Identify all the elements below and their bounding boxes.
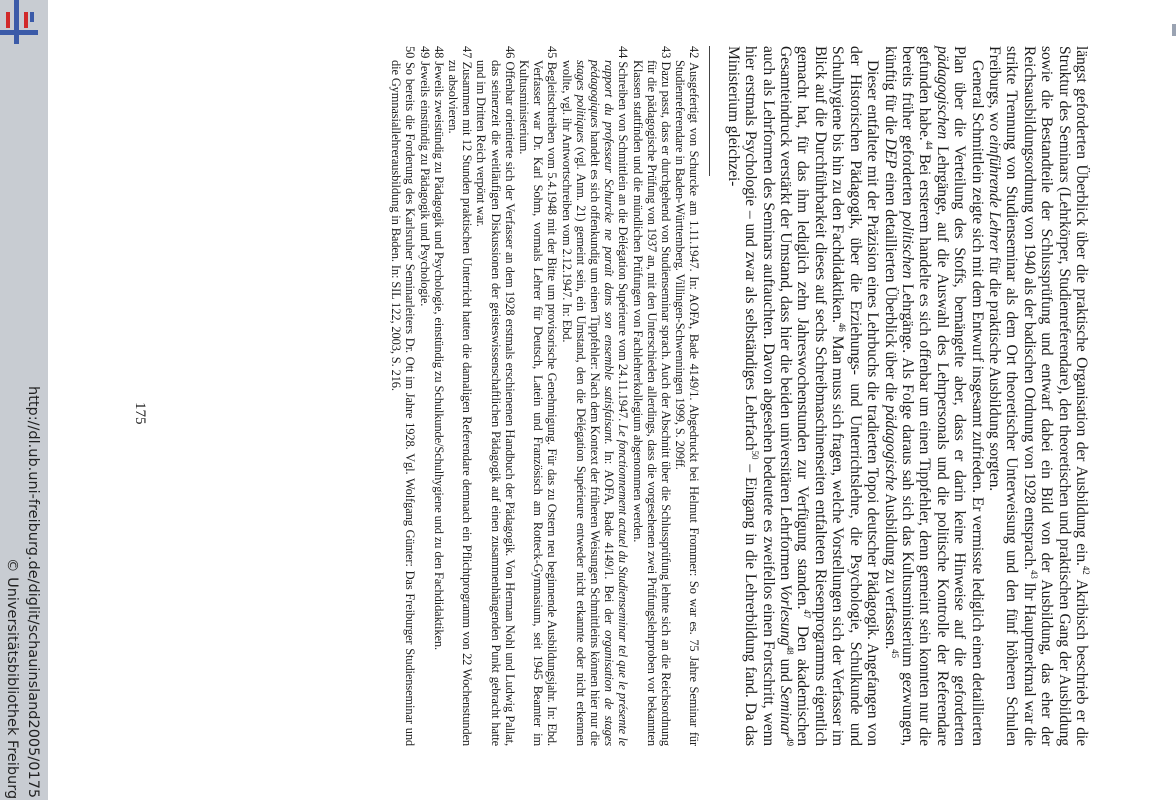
footnote-48: 48 Jeweils zweistündig zu Pädagogik und Psychologie, einstündig zu Schulkunde/Schulhygiene und zu den Fachdidaktiken. [431, 46, 446, 650]
footnote-42: 42 Ausgefertigt von Schurcke am 1.11.1947. In: AOFA, Bade 4149/1. Abgedruckt bei Helmut Frommer: So war es. 75 Jahre Seminar für Studienreferendare in Baden-Württemberg. Villingen-Schwenningen 1999, S. 209ff. [673, 46, 702, 747]
footnote-45: 45 Begleitschreiben vom 5.4.1948 mit der Bitte um provisorische Genehmigung. Für das zu Ostern neu beginnende Ausbildungsjahr. In: Ebd. Verfasser war Dr. Karl Sohm, vormals Lehrer für Deutsch, Latein und Französisch am Rotteck-Gymnasium, seit 1945 Beamter im Kultusministerium. [517, 46, 560, 746]
footnote-46: 46 Offenbar orientierte sich der Verfasser an dem 1928 erstmals erschienenen Handbuch der Pädagogik. Von Herman Nohl und Ludwig Pallat, das seinerzeit die weitläufigen Diskussionen der geisteswissenschaftlichen Pädagogik auf einen zusammenhängenden Punkt gebracht hatte und im Dritten Reich verpönt war. [474, 46, 517, 746]
footnote-50: 50 So bereits die Forderung des Karlsruher Seminarleiters Dr. Ott im Jahre 1928. Vgl. Wolfgang Günter: Das Freiburger Studienseminar und die Gymnasiallehrerausbildung in Baden. In: SIL 122, 2003, S. 216. [389, 46, 418, 747]
page-number: 175 [132, 402, 148, 425]
footnote-44: 44 Schreiben von Schmittlein an die Délégation Supérieure vom 24.11.1947. Le fonctionnement actuel du Studienseminar tel que le présente le rapport du professeur Schurcke ne paraît dans son ensemble satisfaisant. In: AOFA, Bade 4149/1. Bei der organisation de stages pédagogiques handelt es sich offenkundig um einen Tippfehler: Nach dem Kontext der früheren Weisungen Schmittleins können hier nur die stages politiques (vgl. Anm. 21) gemeint sein, ein Umstand, den die Délégation Supérieure entweder nicht erkannte oder nicht erkennen wollte, vgl. ihr Antwortschreiben vom 2.12.1947. In: Ebd. [559, 46, 631, 746]
scanned-page-frame [48, 0, 1176, 800]
footnote-divider [709, 46, 710, 176]
footnote-43: 43 Dazu passt, dass er durchgehend von Studienseminar sprach. Auch der Abschnitt über die Schlussprüfung lehnte sich an die Reichsordnung für die pädagogische Prüfung von 1937 an, mit den Unterschieden allerdings, dass die vorgesehenen zwei Prüfungslehrproben vor bekannten Klassen stattfinden und die mündlichen Prüfungen von Fachlehrerkollegium abgenommen werden. [630, 46, 674, 746]
copyright-notice: © Universitätsbibliothek Freiburg [4, 558, 20, 800]
body-text [724, 46, 1090, 746]
footnote-47: 47 Zusammen mit 12 Stunden praktischen Unterricht hatten die damaligen Referendare demnach ein Pflichtprogramm von 22 Wochenstunden zu absolvieren. [446, 46, 475, 746]
permalink-url[interactable]: http://dl.ub.uni-freiburg.de/diglit/schauinsland2005/0175 [25, 386, 41, 799]
body-paragraph-2: General Schmittlein zeigte sich mit dem Entwurf insgesamt zufrieden. Er vermisste lediglich einen detaillierten Plan über die Verteilung des Stoffs, bemängelte aber, dass er darin keine Hinweise auf die geforderten pädagogischen Lehrgänge, auf die Auswahl des Lehrpersonals und die politische Kontrolle der Referendare gefunden habe.$^{44}$ Bei ersterem handelte es sich offenbar um einen Tippfehler, denn gemeint sein konnten nur die bereits früher geforderten politischen Lehrgänge. Als Folge daraus sah sich das Kultusministerium gezwungen, künftig für die DEP einen detaillierten Überblick über die pädagogische Ausbildung zu verfassen.$^{45}$ [881, 46, 986, 746]
footnote-49: 49 Jeweils einstündig zu Pädagogik und Psychologie. [417, 46, 432, 307]
footnotes [389, 46, 701, 746]
body-paragraph-1: längst geforderten Überblick über die praktische Organisation der Ausbildung ein.$^{42}$ Akribisch beschrieb er die Struktur des Seminars (Lehrkörper, Studienreferendare), den theoretischen und praktischen Gang der Ausbildung sowie die Bestandteile der Schlussprüfung und entwarf dabei ein Bild von der Ausbildung, das eher der Reichsausbildungsordnung von 1940 als der badischen Ordnung von 1928 entsprach.$^{43}$ Ihr Hauptmerkmal war die strikte Trennung von Studienseminar als dem Ort theoretischer Unterweisung und den fünf höheren Schulen Freiburgs, wo einführende Lehrer für die praktische Ausbildung sorgten. [985, 46, 1092, 746]
scroll-indicator [1172, 24, 1176, 36]
university-freiburg-logo-icon[interactable] [0, 0, 48, 48]
body-paragraph-3: Dieser entfaltete mit der Präzision eines Lehrbuchs die tradierten Topoi deutscher Pädagogik. Angefangen von der Historischen Pädagogik, über die Erziehungs- und Unterrichtslehre, die Psychologie, Schulkunde und Schulhygiene bis hin zu den Fachdidaktiken.$^{46}$ Man muss sich fragen, welche Vorstellungen sich der Verfasser im Blick auf die Durchführbarkeit dieses auf sechs Schreibmaschinenseiten entfalteten Riesenprogramms eigentlich gemacht hat, für das ihm lediglich zehn Jahreswochenstunden zur Verfügung standen.$^{47}$ Den akademischen Gesamteindruck verstärkt der Umstand, dass hier die beiden universitären Lehrformen Vorlesung$^{48}$ und Seminar$^{49}$ auch als Lehrformen des Seminars auftauchten. Davon abgesehen bedeutete es zweifellos einen Fortschritt, wenn hier erstmals Psychologie – und zwar als selbständiges Lehrfach$^{50}$ – Eingang in die Lehrerbildung fand. Da das Ministerium gleichzei- [724, 46, 882, 747]
scanned-page [108, 10, 1108, 790]
